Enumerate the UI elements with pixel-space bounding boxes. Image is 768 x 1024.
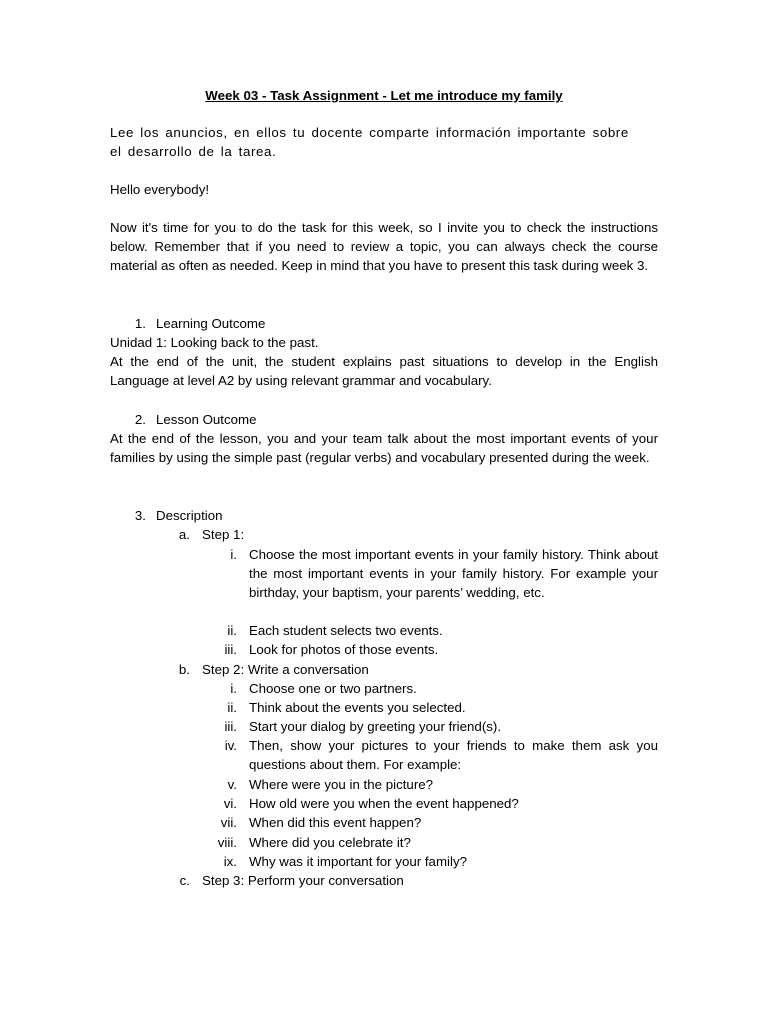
item-text: Where did you celebrate it? [249,835,411,850]
item-number: i. [230,547,237,562]
item-number: iv. [224,738,237,753]
item-number: ii. [227,700,237,715]
section-heading: Description [156,508,223,523]
lesson-outcome-text: At the end of the lesson, you and your team talk about the most important events of your families by using the simple past (regular verbs) and vocabulary presented during the week. [110,431,658,465]
item-text: How old were you when the event happened? [249,796,519,811]
section-number: 2. [134,412,146,427]
item-text: Where were you in the picture? [249,777,434,792]
item-text: Why was it important for your family? [249,854,467,869]
item-number: ii. [227,623,237,638]
item-text: Each student selects two events. [249,623,443,638]
item-number: iii. [224,642,237,657]
item-text: Choose one or two partners. [249,681,417,696]
step-letter: b. [178,662,190,677]
item-text: When did this event happen? [249,815,422,830]
item-number: viii. [217,835,237,850]
item-text: Think about the events you selected. [249,700,466,715]
step-label: Step 3: Perform your conversation [202,873,404,888]
section-number: 3. [134,508,146,523]
step-letter: a. [178,527,190,542]
step-label: Step 1: [202,527,245,542]
unit-title: Unidad 1: Looking back to the past. [110,335,319,350]
unit-outcome-text: At the end of the unit, the student explains past situations to develop in the English Language at level A2 by using relevant grammar and vocabulary. [110,354,658,388]
section-heading: Lesson Outcome [156,412,257,427]
item-number: vii. [220,815,237,830]
item-number: vi. [223,796,237,811]
section-number: 1. [134,316,146,331]
item-number: i. [230,681,237,696]
item-text: Start your dialog by greeting your friend(s). [249,719,502,734]
section-heading: Learning Outcome [156,316,266,331]
item-number: iii. [224,719,237,734]
instructions-paragraph: Now it's time for you to do the task for this week, so I invite you to check the instructions below. Remember that if you need to review a topic, you can always check the course material as often as needed. Keep in mind that you have to present this task during week 3. [110,220,658,273]
item-number: v. [227,777,237,792]
item-number: ix. [223,854,237,869]
greeting: Hello everybody! [110,182,210,197]
step-letter: c. [179,873,190,888]
item-text: Choose the most important events in your family history. Think about the most important events in your family history. For example your birthday, your baptism, your parents’ wedding, etc. [249,547,658,600]
announcement-line-1: Lee los anuncios, en ellos tu docente comparte información importante sobre [110,125,629,140]
item-text: Then, show your pictures to your friends to make them ask you questions about them. For example: [249,738,658,772]
document-title: Week 03 - Task Assignment - Let me introduce my family [205,88,563,103]
item-text: Look for photos of those events. [249,642,439,657]
step-label: Step 2: Write a conversation [202,662,369,677]
announcement-line-2: el desarrollo de la tarea. [110,144,277,159]
